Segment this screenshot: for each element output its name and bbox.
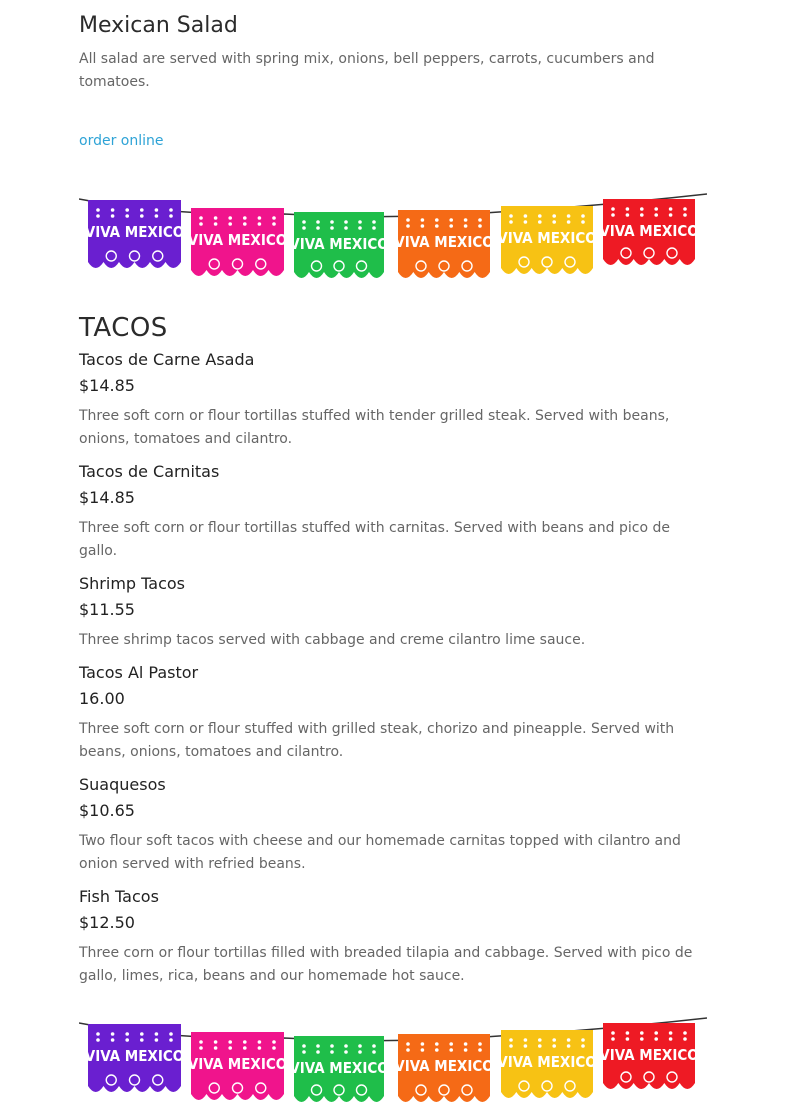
menu-item-price: $14.85 (79, 488, 135, 507)
papel-picado-banner-art (79, 190, 707, 285)
banner-flag (599, 199, 698, 265)
menu-item-price: 16.00 (79, 689, 125, 708)
menu-item-description: Three soft corn or flour stuffed with grilled steak, chorizo and pineapple. Served with beans, onions, tomatoes and cilantro. (79, 721, 675, 760)
papel-picado-banner (79, 1014, 707, 1109)
banner-flag-text: VIVA MEXICO (497, 1053, 597, 1071)
banner-flag (497, 206, 596, 274)
menu-item-name: Suaquesos (79, 775, 166, 794)
menu-item-description: Three soft corn or flour tortillas stuffed with tender grilled steak. Served with beans, onions, tomatoes and cilantro. (79, 408, 670, 447)
menu-item-price: $10.65 (79, 801, 135, 820)
menu-item-price: $12.50 (79, 913, 135, 932)
banner-flag-text: VIVA MEXICO (289, 235, 389, 253)
banner-flag (394, 210, 493, 278)
banner-flag (289, 212, 388, 278)
banner-flag-text: VIVA MEXICO (187, 231, 288, 249)
banner-flag (188, 1032, 287, 1100)
banner-flag (497, 1030, 596, 1098)
menu-item-description: Three corn or flour tortillas filled with breaded tilapia and cabbage. Served with pico de gallo, limes, rica, beans and our homemade hot sauce. (79, 945, 693, 984)
banner-flag-text: VIVA MEXICO (84, 1047, 185, 1065)
banner-flag-text: VIVA MEXICO (394, 233, 494, 251)
banner-flag-text: VIVA MEXICO (394, 1057, 494, 1075)
menu-item-price: $11.55 (79, 600, 135, 619)
menu-item-name: Tacos de Carnitas (79, 462, 220, 481)
banner-flag-text: VIVA MEXICO (599, 1046, 699, 1064)
menu-item-description: Three shrimp tacos served with cabbage and creme cilantro lime sauce. (79, 632, 586, 648)
banner-flag (394, 1034, 493, 1102)
menu-item-description: Two flour soft tacos with cheese and our homemade carnitas topped with cilantro and onion served with refried beans. (79, 833, 681, 872)
menu-item-name: Fish Tacos (79, 887, 159, 906)
menu-item-price: $14.85 (79, 376, 135, 395)
tacos-section-title: TACOS (79, 313, 168, 343)
salad-section-title: Mexican Salad (79, 13, 238, 38)
banner-flag (599, 1023, 698, 1089)
banner-flag (289, 1036, 388, 1102)
banner-flag-text: VIVA MEXICO (599, 222, 699, 240)
menu-item-name: Tacos Al Pastor (79, 663, 199, 682)
order-online-link[interactable]: order online (79, 133, 164, 149)
banner-flag (85, 200, 184, 268)
banner-flag-text: VIVA MEXICO (289, 1059, 389, 1077)
menu-item-description: Three soft corn or flour tortillas stuffed with carnitas. Served with beans and pico de gallo. (79, 520, 670, 559)
salad-description: All salad are served with spring mix, onions, bell peppers, carrots, cucumbers and tomatoes. (79, 51, 655, 90)
papel-picado-banner-art (79, 1014, 707, 1109)
banner-flag (188, 208, 287, 276)
banner-flag-text: VIVA MEXICO (84, 223, 185, 241)
banner-flag-text: VIVA MEXICO (187, 1055, 288, 1073)
banner-flag-text: VIVA MEXICO (497, 229, 597, 247)
papel-picado-banner (79, 190, 707, 285)
menu-item-name: Tacos de Carne Asada (79, 350, 255, 369)
banner-flag (85, 1024, 184, 1092)
menu-item-name: Shrimp Tacos (79, 574, 185, 593)
